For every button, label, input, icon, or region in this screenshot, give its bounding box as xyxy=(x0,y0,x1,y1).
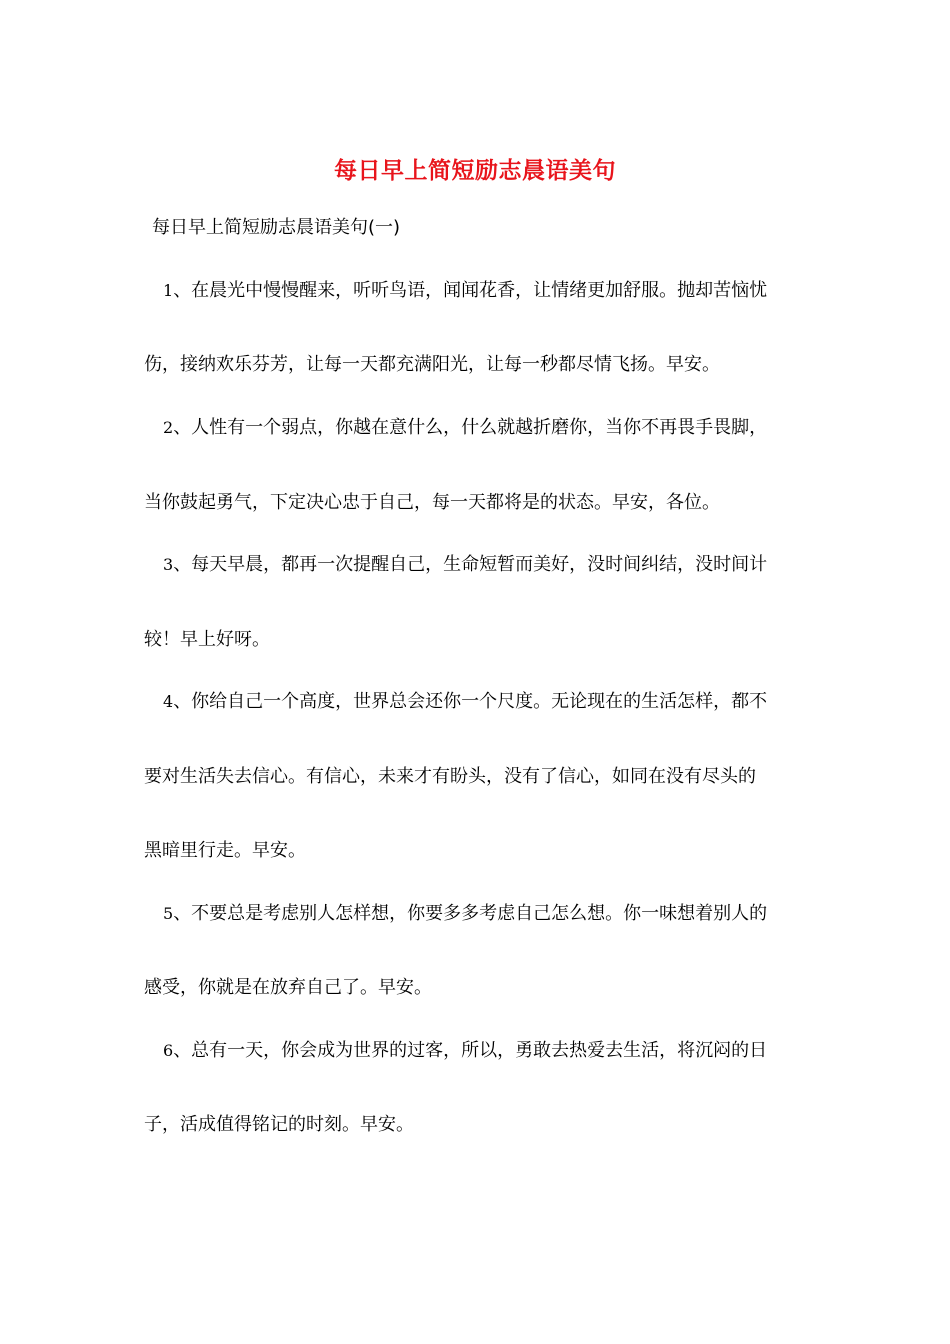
item-5-line-2: 感受，你就是在放弃自己了。早安。 xyxy=(144,977,432,998)
item-text: 、在晨光中慢慢醒来，听听鸟语，闻闻花香，让情绪更加舒服。抛却苦恼忧 xyxy=(173,280,768,301)
item-number: 4 xyxy=(163,692,174,711)
item-number: 6 xyxy=(163,1041,174,1060)
item-text: 、不要总是考虑别人怎样想，你要多多考虑自己怎么想。你一味想着别人的 xyxy=(173,903,768,924)
item-text: 、人性有一个弱点，你越在意什么，什么就越折磨你，当你不再畏手畏脚， xyxy=(173,417,768,438)
item-4-line-2: 要对生活失去信心。有信心，未来才有盼头，没有了信心，如同在没有尽头的 xyxy=(144,766,756,787)
item-text: 、总有一天，你会成为世界的过客，所以，勇敢去热爱去生活，将沉闷的日 xyxy=(173,1040,768,1061)
item-4-line-1 xyxy=(163,687,767,713)
item-5-line-1 xyxy=(163,899,767,925)
item-3-line-2: 较！早上好呀。 xyxy=(144,629,270,650)
item-text: 、你给自己一个高度，世界总会还你一个尺度。无论现在的生活怎样，都不 xyxy=(173,691,768,712)
section-heading: 每日早上简短励志晨语美句(一) xyxy=(152,217,401,238)
item-number: 1 xyxy=(163,281,174,300)
item-2-line-1 xyxy=(163,413,767,439)
item-text: 、每天早晨，都再一次提醒自己，生命短暂而美好，没时间纠结，没时间计 xyxy=(173,554,768,575)
item-3-line-1 xyxy=(163,550,767,576)
item-6-line-1 xyxy=(163,1036,767,1062)
item-number: 3 xyxy=(163,555,174,574)
document-title: 每日早上简短励志晨语美句 xyxy=(334,158,616,184)
item-4-line-3: 黑暗里行走。早安。 xyxy=(144,840,306,861)
item-6-line-2: 子，活成值得铭记的时刻。早安。 xyxy=(144,1114,414,1135)
item-1-line-2: 伤，接纳欢乐芬芳，让每一天都充满阳光，让每一秒都尽情飞扬。早安。 xyxy=(144,354,720,375)
item-1-line-1 xyxy=(163,276,767,302)
item-number: 2 xyxy=(163,418,174,437)
item-2-line-2: 当你鼓起勇气，下定决心忠于自己，每一天都将是的状态。早安，各位。 xyxy=(144,492,720,513)
item-number: 5 xyxy=(163,904,174,923)
